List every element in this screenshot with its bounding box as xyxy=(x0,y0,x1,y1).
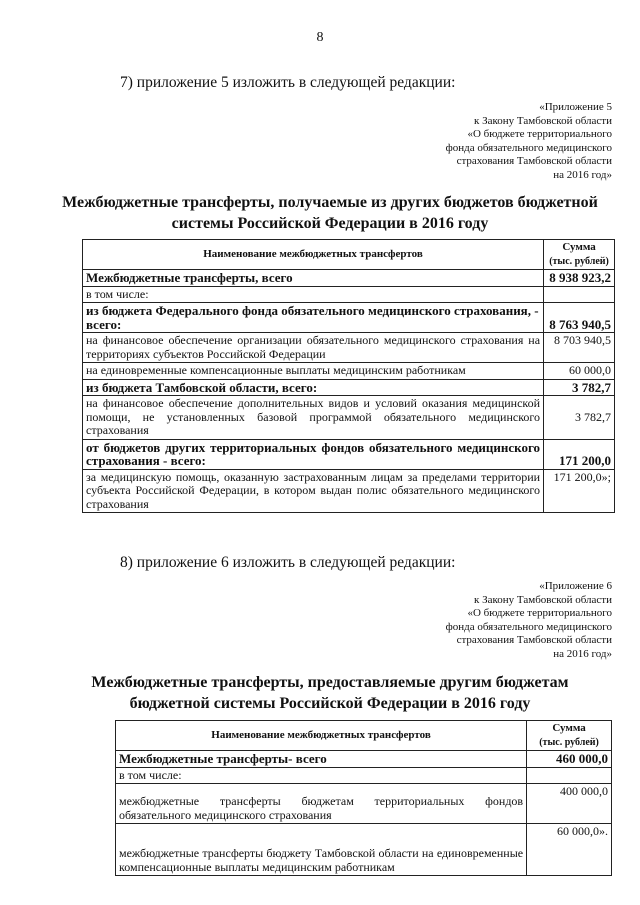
row-name: на финансовое обеспечение дополнительных видов и условий оказания медицинской помощи, не установленных базовой программой обязательного медицинского страхования xyxy=(83,396,544,440)
title-line: системы Российской Федерации в 2016 году xyxy=(171,215,489,232)
row-name: Межбюджетные трансферты- всего xyxy=(116,751,527,768)
page-number: 8 xyxy=(316,30,324,45)
ref-line: страхования Тамбовской области xyxy=(456,634,612,646)
table-row xyxy=(83,396,615,440)
title-line: бюджетной системы Российской Федерации в 2016 году xyxy=(129,695,531,712)
item8-table xyxy=(115,720,612,876)
row-name: из бюджета Федерального фонда обязательного медицинского страхования, - всего: xyxy=(83,303,544,333)
ref-line: «О бюджете территориального xyxy=(467,607,612,619)
table-row xyxy=(116,784,612,824)
ref-line: на 2016 год» xyxy=(553,647,612,660)
row-name: межбюджетные трансферты бюджетам территориальных фондов обязательного медицинского страхования xyxy=(116,784,527,824)
ref-line: «Приложение 5 xyxy=(539,101,612,113)
sum-label: Сумма xyxy=(552,722,586,734)
ref-line: страхования Тамбовской области xyxy=(456,155,612,167)
item8-title xyxy=(60,672,600,714)
sum-unit: (тыс. рублей) xyxy=(539,736,599,748)
row-value: 8 938 923,2 xyxy=(544,270,615,287)
column-header-sum xyxy=(527,721,612,751)
ref-line: к Закону Тамбовской области xyxy=(474,114,612,127)
table-row xyxy=(83,270,615,287)
sum-unit: (тыс. рублей) xyxy=(549,255,609,267)
row-value: 400 000,0 xyxy=(527,784,612,824)
row-value: 171 200,0»; xyxy=(544,469,615,513)
ref-line: «Приложение 6 xyxy=(539,580,612,592)
row-value: 3 782,7 xyxy=(544,396,615,440)
row-value: 60 000,0 xyxy=(544,363,615,380)
ref-line: «О бюджете территориального xyxy=(467,128,612,140)
item8-heading: 8) приложение 6 изложить в следующей редакции: xyxy=(120,554,456,571)
row-value: 171 200,0 xyxy=(544,439,615,469)
ref-line: на 2016 год» xyxy=(553,168,612,181)
table-row xyxy=(83,363,615,380)
item7-title xyxy=(60,192,600,234)
row-name: на единовременные компенсационные выплаты медицинским работникам xyxy=(83,363,544,380)
table-row xyxy=(83,469,615,513)
item7-heading: 7) приложение 5 изложить в следующей редакции: xyxy=(120,74,456,91)
row-name: из бюджета Тамбовской области, всего: xyxy=(83,379,544,396)
title-line: Межбюджетные трансферты, предоставляемые другим бюджетам xyxy=(91,674,569,691)
table-row xyxy=(116,824,612,876)
table-row xyxy=(83,303,615,333)
column-header-sum xyxy=(544,240,615,270)
row-name: межбюджетные трансферты бюджету Тамбовской области на единовременные компенсационные выплаты медицинским работникам xyxy=(116,824,527,876)
row-name: за медицинскую помощь, оказанную застрахованным лицам за пределами территории субъекта Российской Федерации, в котором выдан полис обязательного медицинского страхования xyxy=(83,469,544,513)
table-row xyxy=(83,286,615,303)
row-name: в том числе: xyxy=(116,767,527,784)
row-value xyxy=(527,767,612,784)
table-row xyxy=(83,379,615,396)
ref-line: фонда обязательного медицинского xyxy=(445,141,612,154)
row-value: 8 763 940,5 xyxy=(544,303,615,333)
row-value: 8 703 940,5 xyxy=(544,333,615,363)
item8-reference xyxy=(412,580,612,661)
item7-table xyxy=(82,239,615,513)
ref-line: к Закону Тамбовской области xyxy=(474,593,612,606)
ref-line: фонда обязательного медицинского xyxy=(445,620,612,633)
column-header-name: Наименование межбюджетных трансфертов xyxy=(83,240,544,270)
row-value xyxy=(544,286,615,303)
row-name: в том числе: xyxy=(83,286,544,303)
row-name: от бюджетов других территориальных фондов обязательного медицинского страхования - всего: xyxy=(83,439,544,469)
sum-label: Сумма xyxy=(562,241,596,253)
row-value: 460 000,0 xyxy=(527,751,612,768)
row-name: на финансовое обеспечение организации обязательного медицинского страхования на территориях субъектов Российской Федерации xyxy=(83,333,544,363)
row-name: Межбюджетные трансферты, всего xyxy=(83,270,544,287)
table-row xyxy=(116,767,612,784)
table-row xyxy=(83,439,615,469)
title-line: Межбюджетные трансферты, получаемые из других бюджетов бюджетной xyxy=(62,194,598,211)
column-header-name: Наименование межбюджетных трансфертов xyxy=(116,721,527,751)
table-row xyxy=(116,751,612,768)
row-value: 3 782,7 xyxy=(544,379,615,396)
table-row xyxy=(83,333,615,363)
row-value: 60 000,0». xyxy=(527,824,612,876)
item7-reference xyxy=(412,101,612,182)
